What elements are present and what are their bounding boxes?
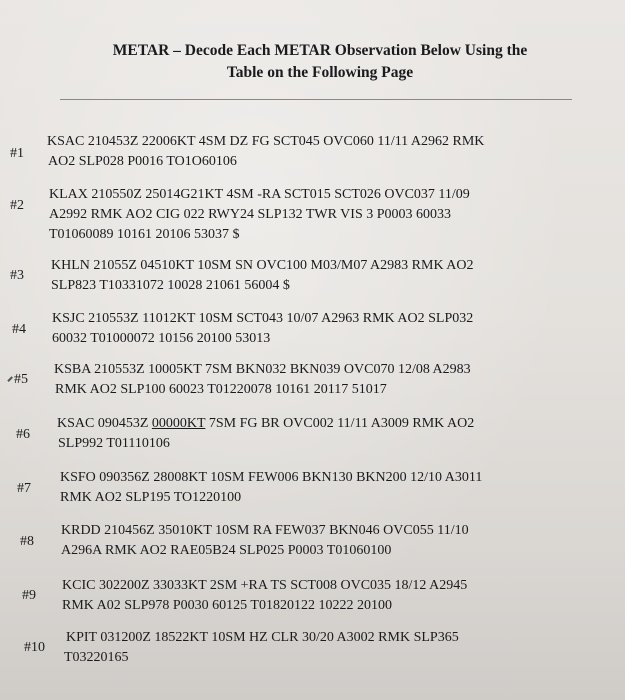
title-line-1: METAR – Decode Each METAR Observation Below Using the [112,42,528,59]
observation-line: KRDD 210456Z 35010KT 10SM RA FEW037 BKN046 OVC055 11/10 [61,523,469,538]
observation-number: #1 [10,146,24,161]
observation-line: RMK AO2 SLP195 TO1220100 [60,490,242,505]
observation-line: T03220165 [64,650,129,665]
underlined-wind-group: 00000KT [151,416,206,431]
observation-line: A296A RMK AO2 RAE05B24 SLP025 P0003 T01060100 [61,543,392,558]
observation-number: #5 [14,372,28,387]
observation-number: #7 [17,481,31,496]
observation-number: #6 [16,427,30,442]
observation-number: #9 [22,588,36,603]
observation-line: KSAC 210453Z 22006KT 4SM DZ FG SCT045 OVC060 11/11 A2962 RMK [47,134,485,149]
observation-number: #2 [10,198,24,213]
observation-line: 60032 T01000072 10156 20100 53013 [52,331,271,346]
observation-line: KPIT 031200Z 18522KT 10SM HZ CLR 30/20 A3002 RMK SLP365 [66,630,459,645]
observation-line: RMK A02 SLP978 P0030 60125 T01820122 10222 20100 [62,598,392,613]
observation-line: SLP823 T10331072 10028 21061 56004 $ [51,278,290,293]
observation-line: A2992 RMK AO2 CIG 022 RWY24 SLP132 TWR VIS 3 P0003 60033 [49,207,452,222]
observation-number: #4 [12,322,26,337]
observation-line: KSFO 090356Z 28008KT 10SM FEW006 BKN130 BKN200 12/10 A3011 [60,470,483,485]
observation-line: KSAC 090453Z 00000KT 7SM FG BR OVC002 11/11 A3009 RMK AO2 [57,416,475,431]
title-line-2: Table on the Following Page [226,64,414,81]
observation-line: T01060089 10161 20106 53037 $ [49,227,240,242]
observation-number: #10 [24,640,45,655]
observation-line: KSJC 210553Z 11012KT 10SM SCT043 10/07 A2963 RMK AO2 SLP032 [52,311,474,326]
observation-line: KSBA 210553Z 10005KT 7SM BKN032 BKN039 OVC070 12/08 A2983 [54,362,471,377]
check-mark-icon [3,372,13,382]
observation-line: KLAX 210550Z 25014G21KT 4SM -RA SCT015 SCT026 OVC037 11/09 [49,187,470,202]
observation-number: #3 [10,268,24,283]
observation-line: KCIC 302200Z 33033KT 2SM +RA TS SCT008 OVC035 18/12 A2945 [62,578,468,593]
observation-line: RMK AO2 SLP100 60023 T01220078 10161 20117 51017 [55,382,387,397]
observation-number: #8 [20,534,34,549]
observation-line: SLP992 T01110106 [58,436,170,451]
divider [60,99,572,100]
page-title [40,40,600,84]
observation-line: AO2 SLP028 P0016 TO1O60106 [48,154,237,169]
observation-line: KHLN 21055Z 04510KT 10SM SN OVC100 M03/M07 A2983 RMK AO2 [51,258,474,273]
